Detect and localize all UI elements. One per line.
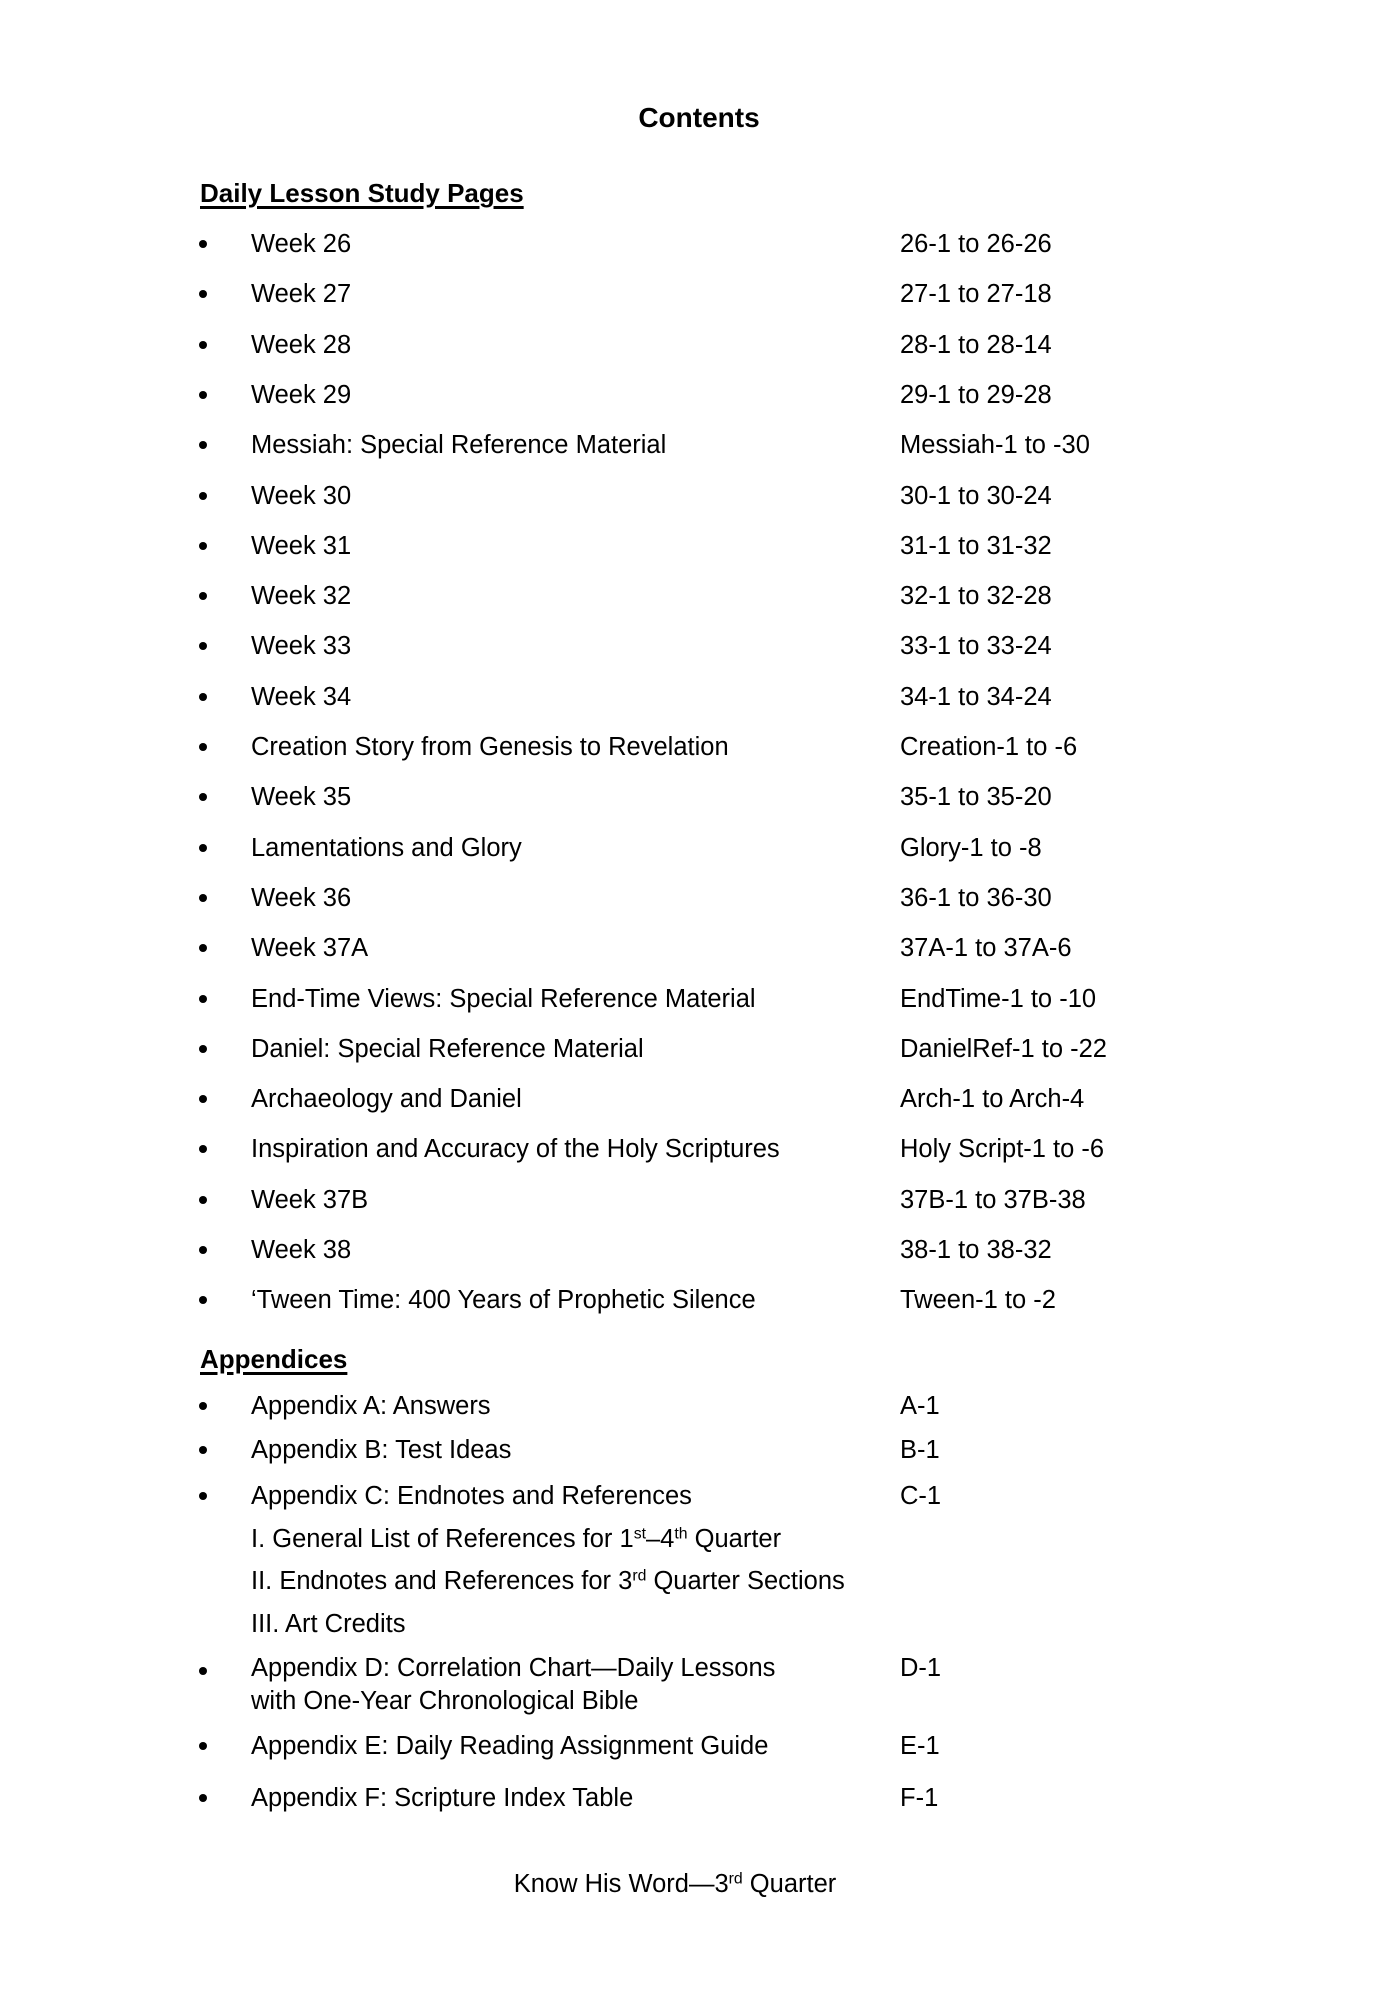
bullet-icon (199, 592, 207, 600)
bullet-icon (199, 1196, 207, 1204)
toc-entry[interactable] (0, 320, 1200, 370)
appendix-entry[interactable] (0, 1474, 1200, 1518)
appendix-entry-pages[interactable]: F-1 (900, 1784, 939, 1812)
appendix-subentry[interactable] (0, 1602, 1200, 1646)
toc-entry-title[interactable]: Week 36 (251, 883, 352, 912)
toc-entry-title[interactable]: Archaeology and Daniel (251, 1085, 522, 1114)
bullet-icon (199, 492, 207, 500)
text-run: I. General List of References for 1 (251, 1525, 634, 1553)
title-line (251, 1602, 405, 1646)
bullet-icon (199, 1145, 207, 1153)
title-line (251, 1685, 775, 1718)
toc-entry[interactable] (0, 923, 1200, 973)
appendix-entry[interactable] (0, 1652, 1200, 1718)
title-line (251, 1776, 633, 1820)
bullet-icon (199, 944, 207, 952)
text-run: Appendix C: Endnotes and References (251, 1482, 692, 1510)
appendix-entry-title[interactable] (251, 1602, 405, 1646)
text-run: with One-Year Chronological Bible (251, 1687, 639, 1715)
toc-entry-pages[interactable]: 26-1 to 26-26 (900, 230, 1052, 258)
bullet-icon (199, 240, 207, 248)
bullet-icon (199, 1045, 207, 1053)
appendix-entry-title[interactable] (251, 1474, 692, 1518)
toc-entry[interactable] (0, 873, 1200, 923)
toc-entry[interactable] (0, 1175, 1200, 1225)
text-run: –4 (645, 1525, 675, 1553)
toc-entry[interactable] (0, 471, 1200, 521)
bullet-icon (199, 290, 207, 298)
title-line (251, 1517, 781, 1561)
toc-entry-title[interactable]: Inspiration and Accuracy of the Holy Scriptures (251, 1135, 780, 1164)
toc-entry[interactable] (0, 823, 1200, 873)
text-run: Appendix F: Scripture Index Table (251, 1784, 634, 1812)
superscript: rd (632, 1567, 647, 1585)
text-run: II. Endnotes and References for 3 (251, 1567, 633, 1595)
toc-entry-title[interactable]: Creation Story from Genesis to Revelation (251, 733, 729, 761)
bullet-icon (199, 693, 207, 701)
text-run: Appendix B: Test Ideas (251, 1436, 512, 1464)
title-line (251, 1652, 775, 1685)
toc-entry[interactable] (0, 1124, 1200, 1174)
bullet-icon (199, 642, 207, 650)
toc-entry-pages[interactable]: Creation-1 to -6 (900, 733, 1078, 761)
toc-entry-title[interactable]: Week 32 (251, 582, 352, 611)
toc-entry-pages[interactable]: 30-1 to 30-24 (900, 481, 1052, 510)
appendix-entry-title[interactable] (251, 1517, 781, 1561)
appendix-entry-title[interactable] (251, 1652, 775, 1718)
toc-entry[interactable] (0, 974, 1200, 1024)
toc-entry[interactable] (0, 521, 1200, 571)
text-run: Quarter Sections (646, 1567, 845, 1595)
bullet-icon (199, 995, 207, 1003)
page-title (0, 102, 1400, 134)
bullet-icon (199, 1492, 207, 1500)
appendix-entry-title[interactable] (251, 1724, 768, 1768)
text-run: III. Art Credits (251, 1610, 406, 1638)
appendix-entry[interactable] (0, 1724, 1200, 1768)
toc-entry-title[interactable]: Week 33 (251, 632, 352, 661)
toc-entry-title[interactable]: Week 29 (251, 380, 352, 409)
appendix-entry-pages[interactable]: A-1 (900, 1392, 940, 1420)
bullet-icon (199, 743, 207, 751)
bullet-icon (199, 1446, 207, 1454)
toc-entry[interactable] (0, 420, 1200, 470)
title-line (251, 1724, 768, 1768)
toc-entry-title[interactable]: Week 37A (251, 934, 369, 963)
toc-entry-pages[interactable]: EndTime-1 to -10 (900, 984, 1097, 1013)
toc-entry-pages[interactable]: Holy Script-1 to -6 (900, 1135, 1105, 1164)
appendix-entry-title[interactable] (251, 1384, 491, 1428)
toc-entry-pages[interactable]: 27-1 to 27-18 (900, 280, 1052, 309)
bullet-icon (199, 844, 207, 852)
toc-entry[interactable] (0, 571, 1200, 621)
text-run: Know His Word—3 (513, 1870, 729, 1898)
text-run: Appendix D: Correlation Chart—Daily Lessons (251, 1654, 776, 1682)
bullet-icon (199, 542, 207, 550)
toc-entry-pages[interactable]: Tween-1 to -2 (900, 1286, 1056, 1315)
toc-entry-pages[interactable]: 31-1 to 31-32 (900, 531, 1052, 560)
text-run: Quarter (742, 1870, 837, 1898)
toc-entry[interactable] (0, 621, 1200, 671)
toc-entry[interactable] (0, 722, 1200, 772)
text-run: Appendix A: Answers (251, 1392, 491, 1420)
bullet-icon (199, 1402, 207, 1410)
toc-entry[interactable] (0, 1275, 1200, 1325)
toc-entry[interactable] (0, 269, 1200, 319)
toc-entry-title[interactable]: Week 28 (251, 330, 352, 359)
appendix-entry-pages[interactable]: D-1 (900, 1654, 942, 1682)
toc-entry-title[interactable]: Messiah: Special Reference Material (251, 431, 667, 460)
toc-entry[interactable] (0, 219, 1200, 269)
toc-entry[interactable] (0, 1024, 1200, 1074)
toc-entry-pages[interactable]: Glory-1 to -8 (900, 833, 1042, 862)
toc-entry-pages[interactable]: Messiah-1 to -30 (900, 431, 1090, 460)
toc-entry-pages[interactable]: 37B-1 to 37B-38 (900, 1185, 1086, 1214)
toc-entry-pages[interactable]: DanielRef-1 to -22 (900, 1034, 1107, 1063)
toc-entry-pages[interactable]: 35-1 to 35-20 (900, 783, 1052, 812)
toc-entry-title[interactable]: End-Time Views: Special Reference Material (251, 984, 756, 1013)
toc-entry-pages[interactable]: 29-1 to 29-28 (900, 380, 1052, 409)
title-line (251, 1384, 491, 1428)
toc-entry-title[interactable]: Week 26 (251, 230, 352, 258)
appendix-entry-title[interactable] (251, 1559, 845, 1603)
appendix-entry[interactable] (0, 1384, 1200, 1428)
bullet-icon (199, 1794, 207, 1802)
section-heading-daily-lessons: Daily Lesson Study Pages (200, 178, 524, 208)
bullet-icon (199, 1296, 207, 1304)
toc-entry-pages[interactable]: Arch-1 to Arch-4 (900, 1085, 1085, 1114)
text-run: Quarter (687, 1525, 782, 1553)
appendix-entry-pages[interactable]: B-1 (900, 1436, 940, 1464)
toc-entry-pages[interactable]: 33-1 to 33-24 (900, 632, 1052, 661)
toc-entry-pages[interactable]: 28-1 to 28-14 (900, 330, 1052, 359)
bullet-icon (199, 1742, 207, 1750)
toc-entry-pages[interactable]: 37A-1 to 37A-6 (900, 934, 1072, 963)
toc-entry-pages[interactable]: 38-1 to 38-32 (900, 1236, 1052, 1264)
superscript: st (633, 1525, 646, 1543)
toc-entry-pages[interactable]: 32-1 to 32-28 (900, 582, 1052, 611)
appendix-entry-title[interactable] (251, 1428, 511, 1472)
toc-entry-title[interactable]: Week 35 (251, 783, 352, 812)
bullet-icon (199, 341, 207, 349)
title-line (251, 1474, 692, 1518)
superscript: th (674, 1525, 688, 1543)
appendix-entry-pages[interactable]: E-1 (900, 1732, 940, 1760)
toc-entry-title[interactable]: Week 31 (251, 531, 352, 560)
toc-entry-title[interactable]: Daniel: Special Reference Material (251, 1034, 644, 1063)
page-title-text: Contents (638, 102, 760, 133)
page-footer (0, 1869, 1350, 1899)
toc-entry[interactable] (0, 1225, 1200, 1275)
title-line (251, 1559, 845, 1603)
toc-entry[interactable] (0, 1074, 1200, 1124)
bullet-icon (199, 391, 207, 399)
toc-entry-title[interactable]: Week 30 (251, 481, 352, 510)
superscript: rd (728, 1870, 743, 1888)
text-run: Appendix E: Daily Reading Assignment Guide (251, 1732, 769, 1760)
bullet-icon (199, 1667, 207, 1675)
bullet-icon (199, 793, 207, 801)
toc-entry-title[interactable]: ‘Tween Time: 400 Years of Prophetic Silence (251, 1286, 756, 1315)
title-line (251, 1428, 511, 1472)
appendix-entry-pages[interactable]: C-1 (900, 1482, 942, 1510)
toc-entry-title[interactable]: Week 37B (251, 1185, 369, 1214)
toc-entry[interactable] (0, 772, 1200, 822)
toc-entry[interactable] (0, 672, 1200, 722)
toc-entry-title[interactable]: Lamentations and Glory (251, 833, 522, 862)
bullet-icon (199, 1095, 207, 1103)
appendix-entry[interactable] (0, 1428, 1200, 1472)
section-heading-appendices: Appendices (200, 1344, 348, 1374)
bullet-icon (199, 1246, 207, 1254)
appendix-subentry[interactable] (0, 1517, 1200, 1561)
toc-entry-title[interactable]: Week 34 (251, 682, 352, 711)
appendix-entry-title[interactable] (251, 1776, 633, 1820)
toc-entry[interactable] (0, 370, 1200, 420)
toc-entry-pages[interactable]: 34-1 to 34-24 (900, 682, 1052, 711)
toc-entry-title[interactable]: Week 38 (251, 1236, 352, 1264)
toc-entry-title[interactable]: Week 27 (251, 280, 352, 309)
toc-entry-pages[interactable]: 36-1 to 36-30 (900, 883, 1052, 912)
bullet-icon (199, 441, 207, 449)
bullet-icon (199, 894, 207, 902)
appendix-subentry[interactable] (0, 1559, 1200, 1603)
appendix-entry[interactable] (0, 1776, 1200, 1820)
